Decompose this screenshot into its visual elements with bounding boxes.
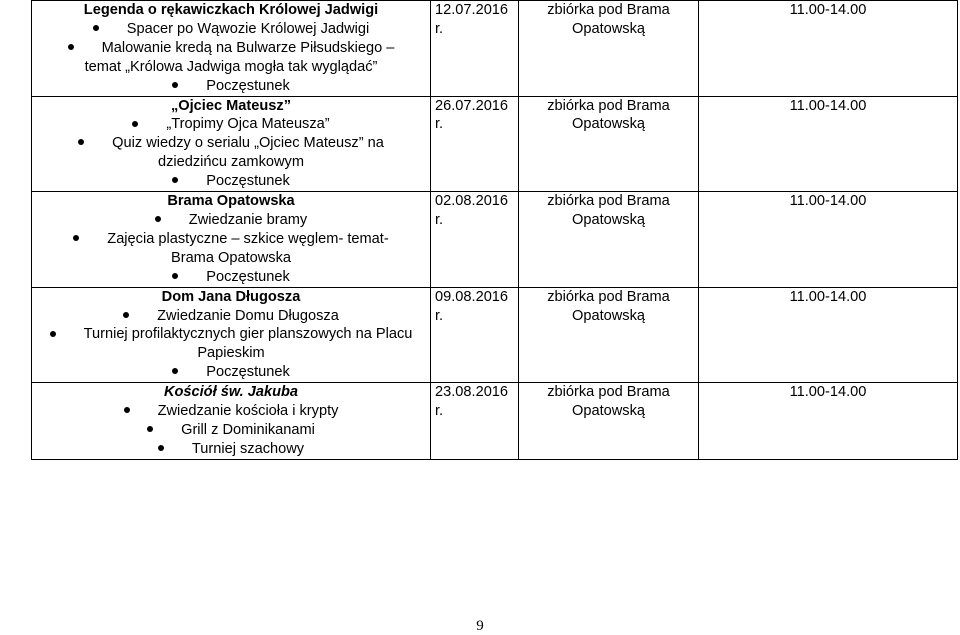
activity-text: Zwiedzanie kościoła i krypty bbox=[157, 403, 339, 420]
event-time: 11.00-14.00 bbox=[699, 96, 958, 192]
activity-text: Brama Opatowska bbox=[170, 249, 292, 266]
list-item bbox=[36, 20, 426, 39]
list-item bbox=[36, 134, 426, 153]
event-place: zbiórka pod Brama Opatowską bbox=[519, 383, 699, 460]
event-time: 11.00-14.00 bbox=[699, 1, 958, 97]
bullet-icon bbox=[172, 82, 178, 88]
table-row bbox=[32, 383, 958, 460]
list-item bbox=[36, 325, 426, 344]
table-row bbox=[32, 192, 958, 288]
list-item-continuation bbox=[36, 153, 426, 172]
activity-text: Malowanie kredą na Bulwarze Piłsudskiego – bbox=[101, 39, 395, 56]
activity-text: Zajęcia plastyczne – szkice węglem- temat- bbox=[107, 230, 389, 247]
list-item bbox=[36, 402, 426, 421]
activity-text: Poczęstunek bbox=[206, 77, 290, 94]
list-item bbox=[36, 39, 426, 58]
event-title: Kościół św. Jakuba bbox=[163, 384, 299, 401]
activity-text: dziedzińcu zamkowym bbox=[158, 154, 304, 171]
event-date: 02.08.2016 r. bbox=[431, 192, 519, 288]
event-description-cell bbox=[32, 96, 431, 192]
table-row bbox=[32, 1, 958, 97]
event-time: 11.00-14.00 bbox=[699, 383, 958, 460]
activity-text: Zwiedzanie Domu Długosza bbox=[157, 307, 339, 324]
activity-text: Poczęstunek bbox=[206, 173, 290, 190]
page-number: 9 bbox=[476, 618, 484, 634]
activity-text: temat „Królowa Jadwiga mogła tak wyglądać” bbox=[84, 58, 378, 75]
list-item bbox=[36, 172, 426, 191]
list-item bbox=[36, 230, 426, 249]
bullet-icon bbox=[132, 121, 138, 127]
list-item bbox=[36, 363, 426, 382]
bullet-icon bbox=[73, 235, 79, 241]
event-title: Dom Jana Długosza bbox=[161, 288, 301, 305]
event-title: Brama Opatowska bbox=[167, 193, 295, 210]
event-description-cell bbox=[32, 383, 431, 460]
activity-text: Poczęstunek bbox=[206, 268, 290, 285]
bullet-icon bbox=[93, 25, 99, 31]
event-time: 11.00-14.00 bbox=[699, 287, 958, 383]
event-place: zbiórka pod Brama Opatowską bbox=[519, 192, 699, 288]
list-item-continuation bbox=[36, 58, 426, 77]
event-description-cell bbox=[32, 287, 431, 383]
list-item bbox=[36, 307, 426, 326]
schedule-table bbox=[31, 0, 958, 460]
event-place: zbiórka pod Brama Opatowską bbox=[519, 96, 699, 192]
event-date: 12.07.2016 r. bbox=[431, 1, 519, 97]
table-row bbox=[32, 96, 958, 192]
activity-text: Zwiedzanie bramy bbox=[188, 211, 308, 228]
event-description-cell bbox=[32, 1, 431, 97]
bullet-icon bbox=[78, 139, 84, 145]
bullet-icon bbox=[68, 44, 74, 50]
event-title: Legenda o rękawiczkach Królowej Jadwigi bbox=[83, 2, 379, 18]
activity-text: Poczęstunek bbox=[206, 364, 290, 381]
event-date: 23.08.2016 r. bbox=[431, 383, 519, 460]
bullet-icon bbox=[147, 426, 153, 432]
list-item-continuation bbox=[36, 249, 426, 268]
table-row bbox=[32, 287, 958, 383]
event-description-cell bbox=[32, 192, 431, 288]
list-item bbox=[36, 115, 426, 134]
bullet-icon bbox=[50, 331, 56, 337]
bullet-icon bbox=[172, 273, 178, 279]
event-date: 09.08.2016 r. bbox=[431, 287, 519, 383]
list-item-continuation bbox=[36, 344, 426, 363]
bullet-icon bbox=[123, 312, 129, 318]
bullet-icon bbox=[158, 445, 164, 451]
event-time: 11.00-14.00 bbox=[699, 192, 958, 288]
list-item bbox=[36, 211, 426, 230]
list-item bbox=[36, 440, 426, 459]
event-date: 26.07.2016 r. bbox=[431, 96, 519, 192]
bullet-icon bbox=[172, 177, 178, 183]
event-place: zbiórka pod Brama Opatowską bbox=[519, 1, 699, 97]
activity-text: Spacer po Wąwozie Królowej Jadwigi bbox=[126, 20, 370, 37]
activity-text: Grill z Dominikanami bbox=[181, 421, 315, 438]
activity-text: Turniej szachowy bbox=[191, 440, 305, 457]
bullet-icon bbox=[124, 407, 130, 413]
event-title: „Ojciec Mateusz” bbox=[170, 97, 292, 114]
list-item bbox=[36, 268, 426, 287]
event-place: zbiórka pod Brama Opatowską bbox=[519, 287, 699, 383]
bullet-icon bbox=[155, 216, 161, 222]
list-item bbox=[36, 421, 426, 440]
activity-text: „Tropimy Ojca Mateusza” bbox=[166, 116, 330, 133]
activity-text: Quiz wiedzy o serialu „Ojciec Mateusz” na bbox=[112, 135, 384, 152]
activity-text: Turniej profilaktycznych gier planszowych na Placu bbox=[83, 326, 413, 343]
activity-text: Papieskim bbox=[197, 345, 265, 362]
bullet-icon bbox=[172, 368, 178, 374]
list-item bbox=[36, 77, 426, 96]
